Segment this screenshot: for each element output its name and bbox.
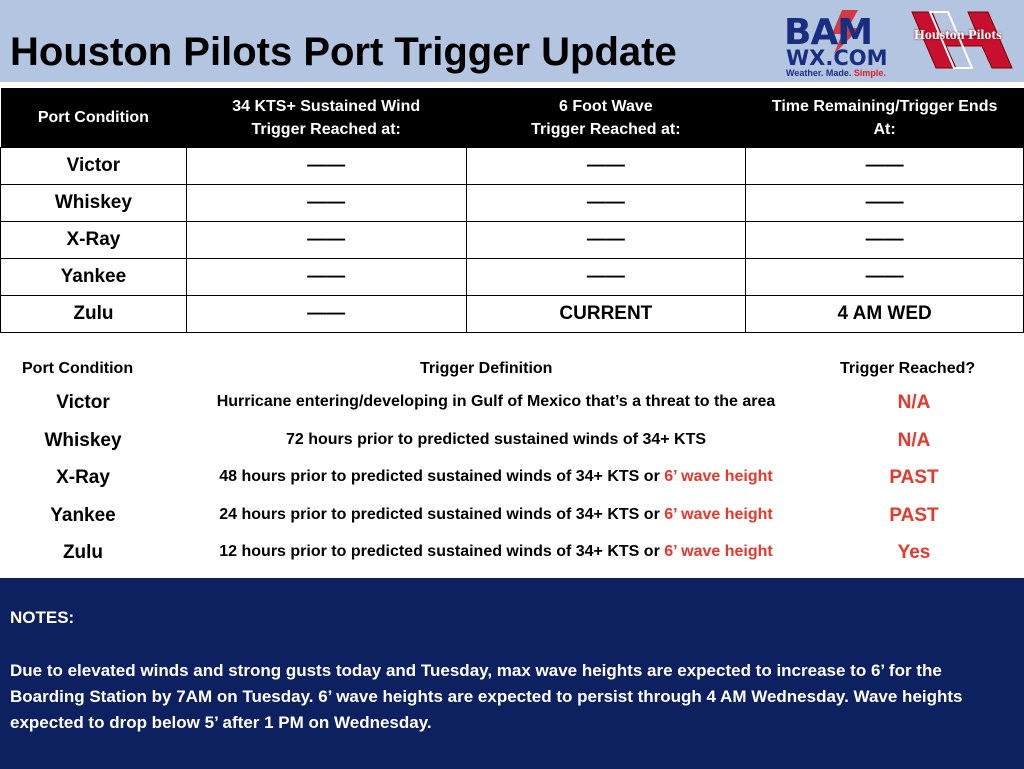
definition-text: Hurricane entering/developing in Gulf of Mexico that’s a threat to the area [216,393,776,410]
table-header-row [1,88,1024,148]
header-time-remaining: Time Remaining/Trigger Ends At: [746,88,1024,148]
header-wave-trigger: 6 Foot Wave Trigger Reached at: [466,88,746,148]
condition-cell: Yankee [1,259,187,296]
table-row [1,222,1024,259]
ends-cell: —— [746,259,1024,296]
bam-logo-text: BAM [784,12,873,53]
definition-text: 48 hours prior to predicted sustained winds of 34+ KTS or 6’ wave height [219,468,773,485]
condition-cell: Zulu [1,296,187,333]
definition-reached: PAST [889,505,939,526]
table-row [1,185,1024,222]
defs-header-definition: Trigger Definition [420,360,553,377]
definition-text: 12 hours prior to predicted sustained winds of 34+ KTS or 6’ wave height [219,543,773,560]
wave-cell: —— [466,222,746,259]
definition-reached: Yes [897,542,931,563]
definition-condition: Whiskey [44,430,122,451]
bam-wx-logo [782,8,907,78]
wave-cell: —— [466,185,746,222]
condition-cell: Victor [1,148,187,185]
definition-reached: PAST [889,467,939,488]
definition-row [0,499,1024,537]
condition-cell: X-Ray [1,222,187,259]
houston-pilots-logo [908,6,1020,74]
table-row [1,148,1024,185]
ends-cell: 4 AM WED [746,296,1024,333]
definition-row [0,424,1024,462]
table-row [1,296,1024,333]
header-band [0,0,1024,82]
notes-body: Due to elevated winds and strong gusts today and Tuesday, max wave heights are expected to increase to 6’ for the Boarding Station by 7AM on Tuesday. 6’ wave heights are expected to persist through 4 AM Wednesday. Wave heights expected to drop below 5’ after 1 PM on Wednesday. [10,661,963,732]
pilots-logo-text: Houston Pilots [914,28,1002,43]
definition-condition: Yankee [50,505,116,526]
definition-condition: Victor [56,392,110,413]
wind-cell: —— [186,185,466,222]
header-divider [0,82,1024,87]
ends-cell: —— [746,185,1024,222]
trigger-status-table [0,88,1024,333]
definition-row [0,461,1024,499]
ends-cell: —— [746,148,1024,185]
bam-logo-tagline: Weather. Made. Simple. [786,68,886,78]
header-wind-trigger: 34 KTS+ Sustained Wind Trigger Reached at: [186,88,466,148]
notes-panel [0,578,1024,769]
wind-cell: —— [186,222,466,259]
definition-row [0,536,1024,574]
definition-condition: X-Ray [56,467,110,488]
definition-condition: Zulu [62,542,104,563]
header-port-condition: Port Condition [1,88,187,148]
wave-cell: —— [466,259,746,296]
defs-header-condition: Port Condition [22,360,134,377]
wind-cell: —— [186,259,466,296]
definition-reached: N/A [897,430,931,451]
definition-row [0,386,1024,424]
wind-cell: —— [186,148,466,185]
page-title: Houston Pilots Port Trigger Update [10,30,677,74]
wave-cell: —— [466,148,746,185]
defs-header-reached: Trigger Reached? [840,360,976,377]
definition-text: 72 hours prior to predicted sustained winds of 34+ KTS [285,431,707,448]
wind-cell: —— [186,296,466,333]
table-row [1,259,1024,296]
wave-cell: CURRENT [466,296,746,333]
ends-cell: —— [746,222,1024,259]
condition-cell: Whiskey [1,185,187,222]
bam-logo-domain: WX.COM [786,46,888,70]
definition-text: 24 hours prior to predicted sustained winds of 34+ KTS or 6’ wave height [219,506,773,523]
definition-reached: N/A [897,392,931,413]
notes-title: NOTES: [10,608,75,627]
